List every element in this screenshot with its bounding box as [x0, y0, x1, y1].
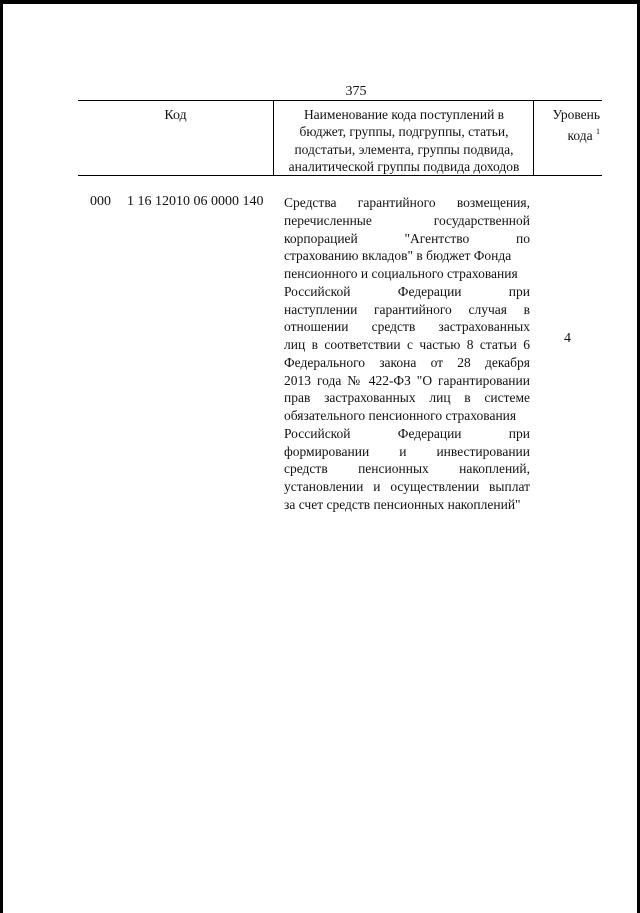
description-line: отношении средств застрахованных: [284, 319, 530, 335]
column-divider: [533, 101, 534, 175]
description-line: формировании и инвестировании: [284, 443, 530, 459]
header-name-line: Наименование кода поступлений в: [303, 107, 505, 122]
description-line: Средства гарантийного возмещения,: [284, 195, 530, 210]
description-line: прав застрахованных лиц в системе: [284, 390, 530, 406]
admin-code: 000: [90, 194, 111, 209]
description-line: наступлении гарантийного случая в: [284, 301, 530, 317]
header-name-line: бюджет, группы, подгруппы, статьи,: [299, 124, 509, 140]
header-level: [536, 106, 600, 145]
header-name: [278, 106, 530, 175]
description-line: Федерального закона от 28 декабря: [284, 354, 530, 370]
header-level-line: [536, 123, 600, 144]
description-line: корпорацией "Агентство по: [284, 230, 530, 246]
scan-border-left: [0, 0, 3, 913]
description-line: за счет средств пенсионных накоплений": [284, 496, 521, 512]
footnote-marker: 1: [596, 127, 600, 137]
header-name-line: аналитической группы подвида доходов: [288, 158, 520, 174]
header-level-line: Уровень: [552, 107, 600, 122]
column-divider: [273, 101, 274, 175]
scan-border-top: [0, 0, 640, 4]
page-number: 375: [345, 84, 367, 99]
description-line: Российской Федерации при: [284, 425, 530, 441]
description-line: установлении и осуществлении выплат: [284, 479, 530, 494]
header-code: Код: [164, 108, 187, 123]
description-line: 2013 года № 422-ФЗ "О гарантировании: [284, 372, 530, 388]
header-name-line: подстатьи, элемента, группы подвида,: [294, 141, 514, 157]
code-level: 4: [564, 331, 571, 346]
table-header: [78, 100, 602, 176]
description-line: средств пенсионных накоплений,: [284, 461, 530, 477]
description-line: обязательного пенсионного страхования: [284, 408, 517, 423]
header-level-text: кода: [567, 128, 593, 144]
income-description: [284, 194, 530, 514]
description-line: лиц в соответствии с частью 8 статьи 6: [284, 337, 530, 352]
description-line: страхованию вкладов" в бюджет Фонда: [284, 248, 512, 264]
description-line: Российской Федерации при: [284, 283, 530, 299]
description-line: перечисленные государственной: [284, 212, 530, 228]
description-line: пенсионного и социального страхования: [284, 266, 518, 281]
income-code: 1 16 12010 06 0000 140: [127, 194, 264, 209]
